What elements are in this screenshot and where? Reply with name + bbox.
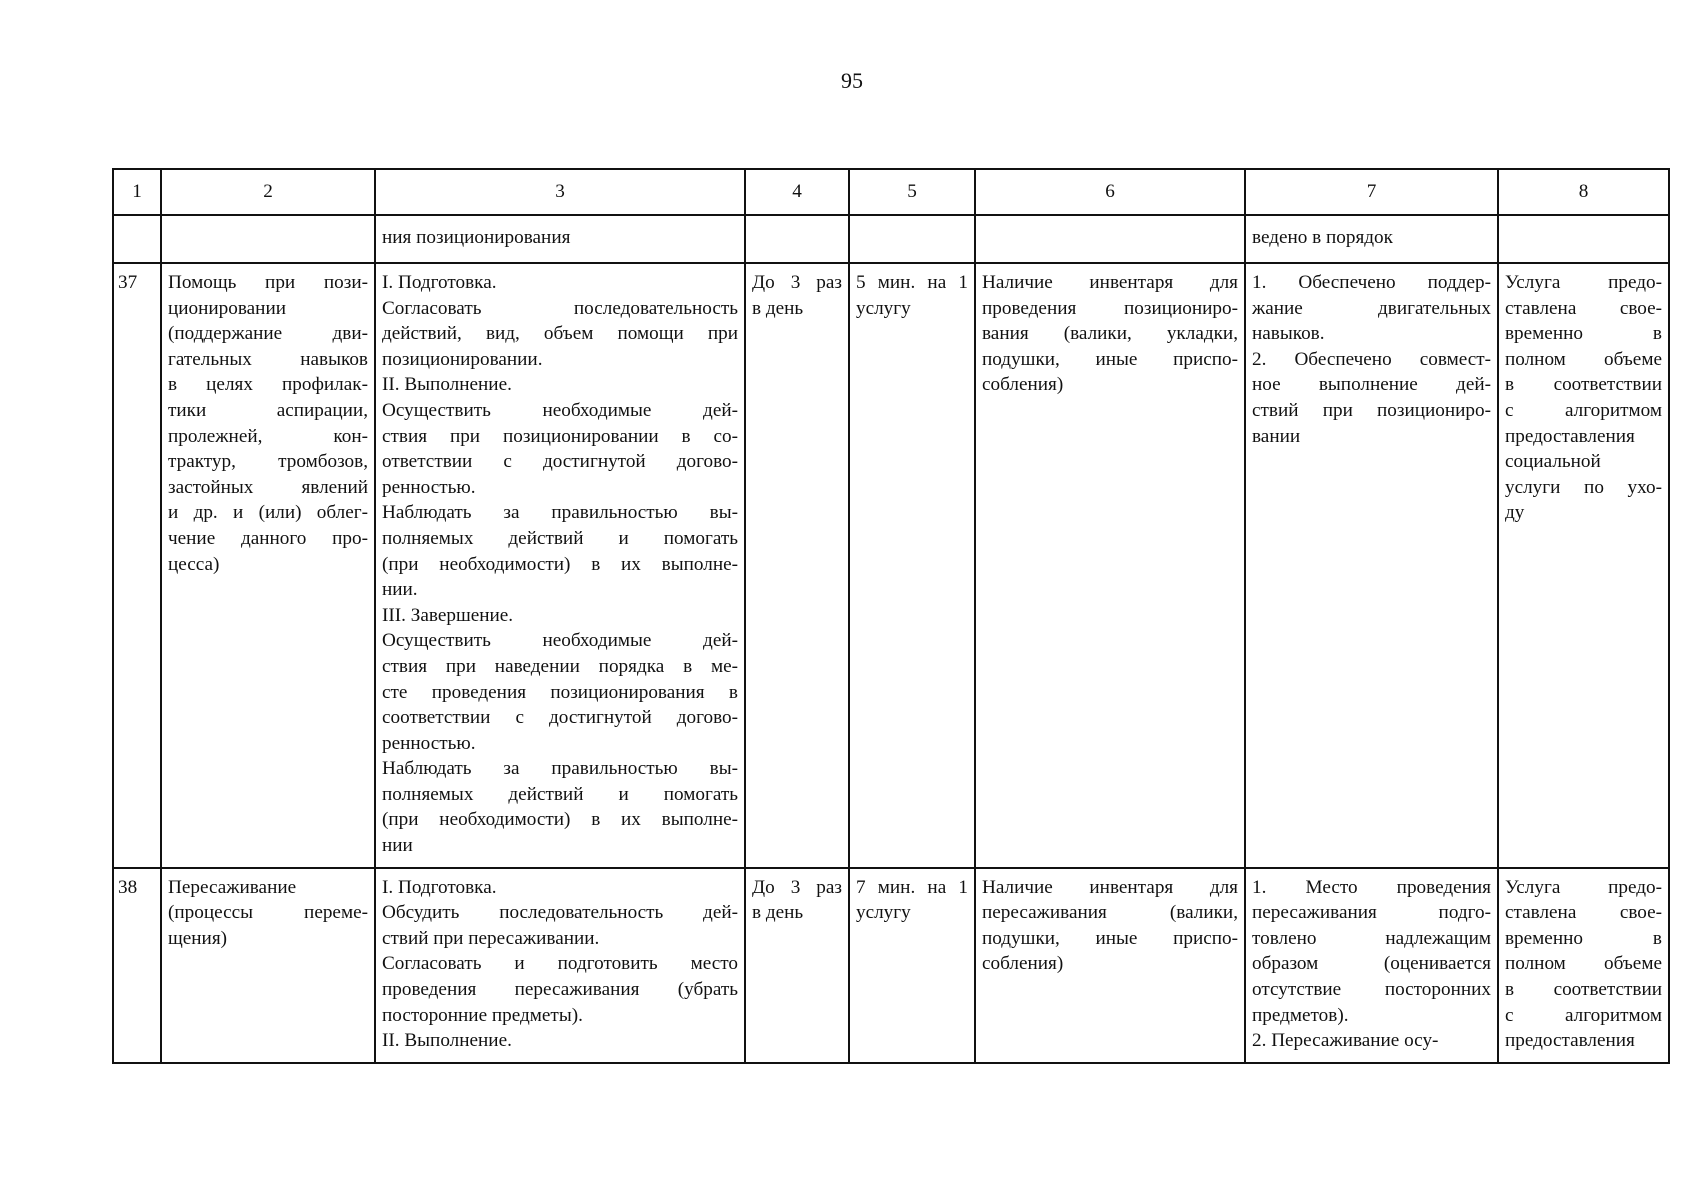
cell-line: подушки, иные приспо- bbox=[982, 348, 1238, 370]
cell-line: проведения позициониро- bbox=[982, 297, 1238, 319]
cell-line: III. Завершение. bbox=[382, 604, 514, 626]
cell-line: II. Выполнение. bbox=[382, 1030, 512, 1052]
assessment-cell bbox=[1498, 868, 1669, 1063]
cell-line: До 3 раз bbox=[752, 876, 842, 898]
result-cell bbox=[1245, 868, 1498, 1063]
cell-line: Наличие инвентаря для bbox=[982, 876, 1238, 898]
cell-line: образом (оценивается bbox=[1252, 953, 1491, 975]
table-cell bbox=[849, 215, 975, 263]
cell-line: 2. Обеспечено совмест- bbox=[1252, 348, 1491, 370]
service-name-cell bbox=[161, 263, 375, 868]
column-number: 6 bbox=[975, 169, 1245, 215]
cell-line: Согласовать и подготовить место bbox=[382, 953, 738, 975]
cell-line: полном объеме bbox=[1505, 953, 1662, 975]
cell-line: чение данного про- bbox=[168, 527, 368, 549]
procedure-cell bbox=[375, 263, 745, 868]
column-number: 7 bbox=[1245, 169, 1498, 215]
cell-line: Согласовать последовательность bbox=[382, 297, 738, 319]
cell-line: Осуществить необходимые дей- bbox=[382, 399, 738, 421]
cell-line: временно в bbox=[1505, 323, 1662, 345]
conditions-cell bbox=[975, 263, 1245, 868]
cell-line: социальной bbox=[1505, 451, 1601, 473]
cell-line: Услуга предо- bbox=[1505, 876, 1662, 898]
cell-line: с алгоритмом bbox=[1505, 1004, 1662, 1026]
cell-line: ду bbox=[1505, 502, 1525, 524]
cell-line: вании bbox=[1252, 425, 1301, 447]
cell-line: Наблюдать за правильностью вы- bbox=[382, 758, 738, 780]
cell-line: ционировании bbox=[168, 297, 286, 319]
cell-line: ответствии с достигнутой догово- bbox=[382, 451, 738, 473]
cell-line: ствия при позиционировании в со- bbox=[382, 425, 738, 447]
cell-line: жание двигательных bbox=[1252, 297, 1491, 319]
column-number: 8 bbox=[1498, 169, 1669, 215]
cell-line: ставлена свое- bbox=[1505, 902, 1662, 924]
procedure-cell bbox=[375, 868, 745, 1063]
cell-line: Осуществить необходимые дей- bbox=[382, 630, 738, 652]
cell-line: временно в bbox=[1505, 927, 1662, 949]
column-number: 2 bbox=[161, 169, 375, 215]
cell-line: нии. bbox=[382, 579, 418, 601]
result-cell bbox=[1245, 263, 1498, 868]
cell-line: вания (валики, укладки, bbox=[982, 323, 1238, 345]
page-number: 95 bbox=[841, 68, 863, 93]
column-number-row bbox=[113, 169, 1669, 215]
cell-line: полняемых действий и помогать bbox=[382, 527, 738, 549]
table-cell bbox=[113, 215, 161, 263]
assessment-cell bbox=[1498, 263, 1669, 868]
cell-line: (процессы переме- bbox=[168, 902, 368, 924]
cell-line: соответствии с достигнутой догово- bbox=[382, 707, 738, 729]
column-number: 1 bbox=[113, 169, 161, 215]
cell-line: тики аспирации, bbox=[168, 399, 368, 421]
cell-line: ставлена свое- bbox=[1505, 297, 1662, 319]
cell-line: нии bbox=[382, 835, 413, 857]
cell-line: сте проведения позиционирования в bbox=[382, 681, 738, 703]
cell-line: (при необходимости) в их выполне- bbox=[382, 553, 738, 575]
cell-line: II. Выполнение. bbox=[382, 374, 512, 396]
cell-line: (поддержание дви- bbox=[168, 323, 368, 345]
cell-line: пролежней, кон- bbox=[168, 425, 368, 447]
cell-line: с алгоритмом bbox=[1505, 399, 1662, 421]
cell-line: 5 мин. на 1 bbox=[856, 272, 968, 293]
table-cell bbox=[1498, 215, 1669, 263]
cell-line: (при необходимости) в их выполне- bbox=[382, 809, 738, 831]
service-name-cell bbox=[161, 868, 375, 1063]
cell-line: ренностью. bbox=[382, 476, 476, 498]
cell-line: гательных навыков bbox=[168, 348, 368, 370]
duration-cell bbox=[849, 868, 975, 1063]
cell-line: Наличие инвентаря для bbox=[982, 272, 1238, 293]
row-number: 37 bbox=[113, 263, 161, 868]
cell-line: Наблюдать за правильностью вы- bbox=[382, 502, 738, 524]
table-row bbox=[113, 263, 1669, 868]
continuation-text: ведено в порядок bbox=[1245, 215, 1498, 263]
frequency-cell bbox=[745, 263, 849, 868]
cell-line: в соответствии bbox=[1505, 374, 1662, 396]
cell-line: I. Подготовка. bbox=[382, 876, 497, 898]
column-number: 3 bbox=[375, 169, 745, 215]
cell-line: предоставления bbox=[1505, 425, 1635, 447]
duration-cell bbox=[849, 263, 975, 868]
table-row bbox=[113, 868, 1669, 1063]
cell-line: предметов). bbox=[1252, 1004, 1349, 1026]
cell-line: услугу bbox=[856, 902, 911, 924]
table-cell bbox=[745, 215, 849, 263]
services-table bbox=[112, 168, 1670, 1064]
cell-line: отсутствие посторонних bbox=[1252, 979, 1491, 1001]
cell-line: полняемых действий и помогать bbox=[382, 783, 738, 805]
table-cell bbox=[975, 215, 1245, 263]
cell-line: в день bbox=[752, 297, 804, 319]
cell-line: предоставления bbox=[1505, 1030, 1635, 1052]
cell-line: застойных явлений bbox=[168, 476, 368, 498]
cell-line: услуги по ухо- bbox=[1505, 476, 1662, 498]
frequency-cell bbox=[745, 868, 849, 1063]
cell-line: полном объеме bbox=[1505, 348, 1662, 370]
cell-line: 2. Пересаживание осу- bbox=[1252, 1030, 1439, 1052]
cell-line: услугу bbox=[856, 297, 911, 319]
row-number: 38 bbox=[113, 868, 161, 1063]
continuation-text: ния позиционирования bbox=[375, 215, 745, 263]
cell-line: Помощь при пози- bbox=[168, 272, 368, 293]
cell-line: 1. Обеспечено поддер- bbox=[1252, 272, 1491, 293]
cell-line: навыков. bbox=[1252, 323, 1325, 345]
cell-line: цесса) bbox=[168, 553, 220, 575]
cell-line: Пересаживание bbox=[168, 876, 297, 898]
cell-line: и др. и (или) облег- bbox=[168, 502, 368, 524]
continuation-row bbox=[113, 215, 1669, 263]
cell-line: в соответствии bbox=[1505, 979, 1662, 1001]
cell-line: 1. Место проведения bbox=[1252, 876, 1491, 898]
cell-line: I. Подготовка. bbox=[382, 272, 497, 293]
cell-line: собления) bbox=[982, 374, 1064, 396]
cell-line: пересаживания (валики, bbox=[982, 902, 1238, 924]
cell-line: действий, вид, объем помощи при bbox=[382, 323, 738, 345]
cell-line: посторонние предметы). bbox=[382, 1004, 583, 1026]
conditions-cell bbox=[975, 868, 1245, 1063]
cell-line: 7 мин. на 1 bbox=[856, 876, 968, 898]
cell-line: ствий при пересаживании. bbox=[382, 927, 600, 949]
cell-line: Обсудить последовательность дей- bbox=[382, 902, 738, 924]
cell-line: позиционировании. bbox=[382, 348, 543, 370]
cell-line: ствий при позициониро- bbox=[1252, 399, 1491, 421]
column-number: 5 bbox=[849, 169, 975, 215]
cell-line: ствия при наведении порядка в ме- bbox=[382, 655, 738, 677]
cell-line: в целях профилак- bbox=[168, 374, 368, 396]
cell-line: собления) bbox=[982, 953, 1064, 975]
table-cell bbox=[161, 215, 375, 263]
cell-line: в день bbox=[752, 902, 804, 924]
cell-line: трактур, тромбозов, bbox=[168, 451, 368, 473]
cell-line: ное выполнение дей- bbox=[1252, 374, 1491, 396]
cell-line: подушки, иные приспо- bbox=[982, 927, 1238, 949]
cell-line: пересаживания подго- bbox=[1252, 902, 1491, 924]
cell-line: товлено надлежащим bbox=[1252, 927, 1491, 949]
cell-line: ренностью. bbox=[382, 732, 476, 754]
cell-line: До 3 раз bbox=[752, 272, 842, 293]
cell-line: Услуга предо- bbox=[1505, 272, 1662, 293]
cell-line: проведения пересаживания (убрать bbox=[382, 979, 738, 1001]
column-number: 4 bbox=[745, 169, 849, 215]
cell-line: щения) bbox=[168, 927, 228, 949]
